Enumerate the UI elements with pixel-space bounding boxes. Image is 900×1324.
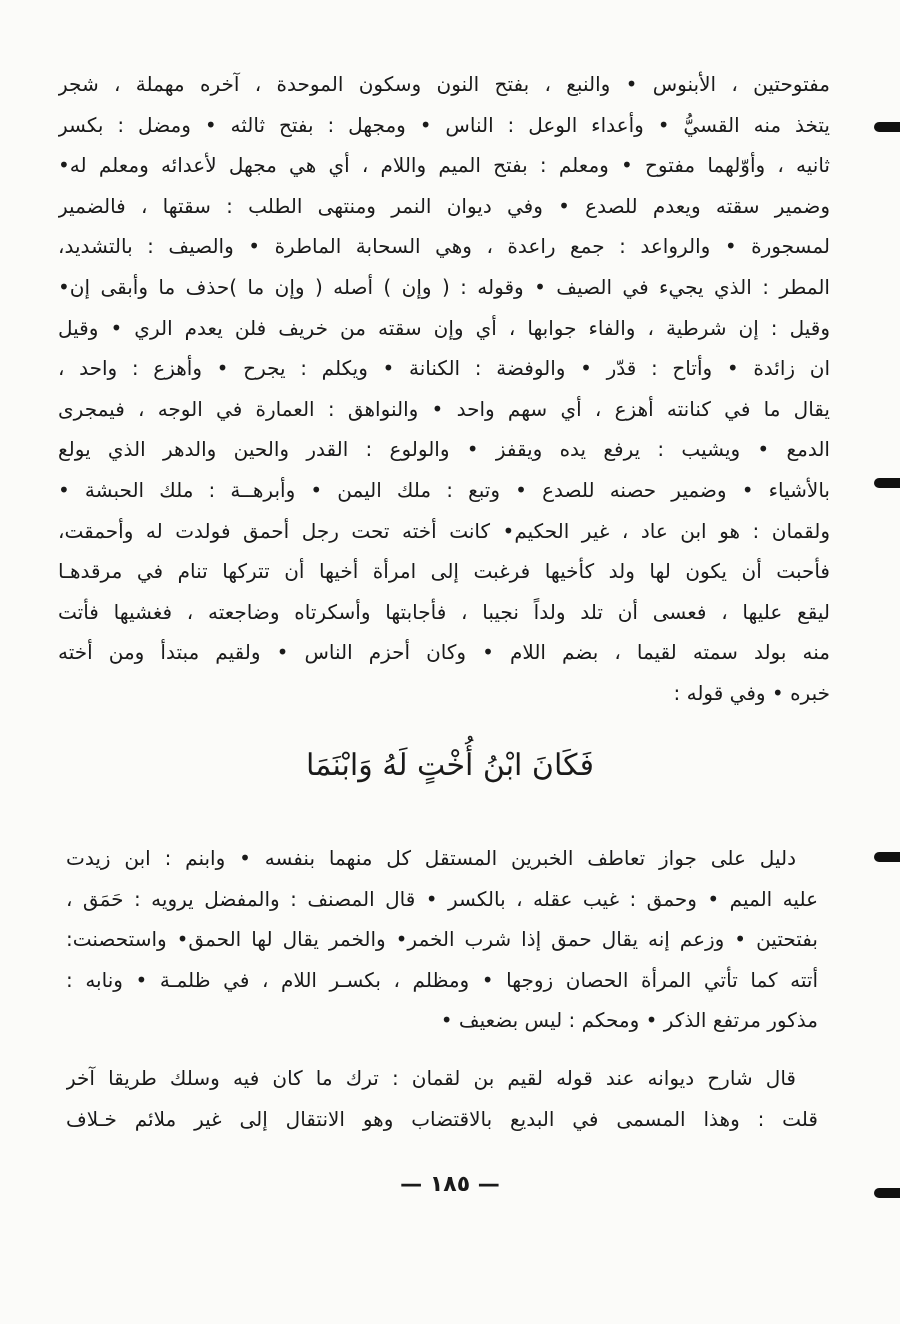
text-line: يتخذ منه القسيُّ • وأعداء الوعل : الناس • ومجهل : بفتح ثالثه • ومضل : بكسر (58, 112, 830, 137)
text-line: ولقمان : هو ابن عاد ، غير الحكيم• كانت أخته تحت رجل أحمق فولدت له وأحمقت، (58, 518, 830, 543)
text-line: أتته كما تأتي المرأة الحصان زوجها • ومظلم ، بكسـر اللام ، في ظلمـة • ونابه : (66, 967, 818, 992)
text-line: ليقع عليها ، فعسى أن تلد ولداً نجيبا ، فأجابتها وأسكرتاه وضاجعته ، فغشيها فأتت (58, 599, 830, 624)
text-line: وقيل : إن شرطية ، والفاء جوابها ، أي وإن سقته من خريف فلن يعدم الري • وقيل (58, 315, 830, 340)
text-line: خبره • وفي قوله : (673, 680, 830, 705)
text-line: يقال ما في كنانته أهزع ، أي سهم واحد • والنواهق : العمارة في الوجه ، فيمجرى (58, 396, 830, 421)
text-line: المطر : الذي يجيء في الصيف • وقوله : ( وإن ) أصله ( وإن ما )حذف ما وأبقى إن• (58, 274, 830, 299)
edge-mark (874, 478, 900, 488)
text-line: بالأشياء • وضمير حصنه للصدع • وتبع : ملك اليمن • وأبرهــة : ملك الحبشة • (58, 477, 830, 502)
commentary-paragraph (58, 64, 830, 714)
text-line: عليه الميم • وحمق : غيب عقله ، بالكسر • قال المصنف : والمفضل يرويه : حَمَق ، (66, 886, 818, 911)
text-line: قلت : وهذا المسمى في البديع بالاقتضاب وهو الانتقال إلى غير ملائم خـلاف (66, 1106, 818, 1131)
poetry-verse: فَكَانَ ابْنُ أُخْتٍ لَهُ وَابْنَمَا (305, 748, 595, 783)
text-line: مفتوحتين ، الأبنوس • والنبع ، بفتح النون وسكون الموحدة ، آخره مهملة ، شجر (58, 72, 830, 96)
edge-mark (874, 122, 900, 132)
text-line: دليل على جواز تعاطف الخبرين المستقل كل منهما بنفسه • وابنم : ابن زيدت (66, 846, 796, 870)
text-line: مذكور مرتفع الذكر • ومحكم : ليس بضعيف • (440, 1008, 818, 1033)
edge-mark (874, 852, 900, 862)
text-line: منه بولد سمته لقيما ، بضم اللام • وكان أحزم الناس • ولقيم مبتدأ ومن أخته (58, 640, 830, 665)
text-line: ان زائدة • وأتاح : قدّر • والوفضة : الكنانة • ويكلم : يجرح • وأهزع : واحد ، (58, 356, 830, 381)
commentary-paragraph (66, 1058, 818, 1139)
text-line: ثانيه ، وأوّلهما مفتوح • ومعلم : بفتح الميم واللام ، أي هي مجهل لأعدائه ومعلم له• (58, 153, 830, 178)
text-line: قال شارح ديوانه عند قوله لقيم بن لقمان : ترك ما كان فيه وسلك طريقا آخر (66, 1066, 796, 1090)
text-line: وضمير سقته ويعدم للصدع • وفي ديوان النمر ومنتهى الطلب : سقتها ، فالضمير (58, 193, 830, 218)
text-line: الدمع • ويشيب : يرفع يده ويقفز • والولوع : القدر والحين والدهر الذي يولع (58, 437, 830, 462)
page-number: — ١٨٥ — (400, 1172, 500, 1197)
commentary-paragraph (66, 838, 818, 1041)
text-line: فأحبت أن يكون لها ولد كأخيها فرغبت إلى امرأة أخيها أن تتركها تنام في مرقدهـا (58, 559, 830, 584)
text-line: لمسجورة • والرواعد : جمع راعدة ، وهي السحابة الماطرة • والصيف : بالتشديد، (58, 234, 830, 259)
text-line: بفتحتين • وزعم إنه يقال حمق إذا شرب الخمر• والخمر يقال لها الحمق• واستحصنت: (66, 927, 818, 952)
